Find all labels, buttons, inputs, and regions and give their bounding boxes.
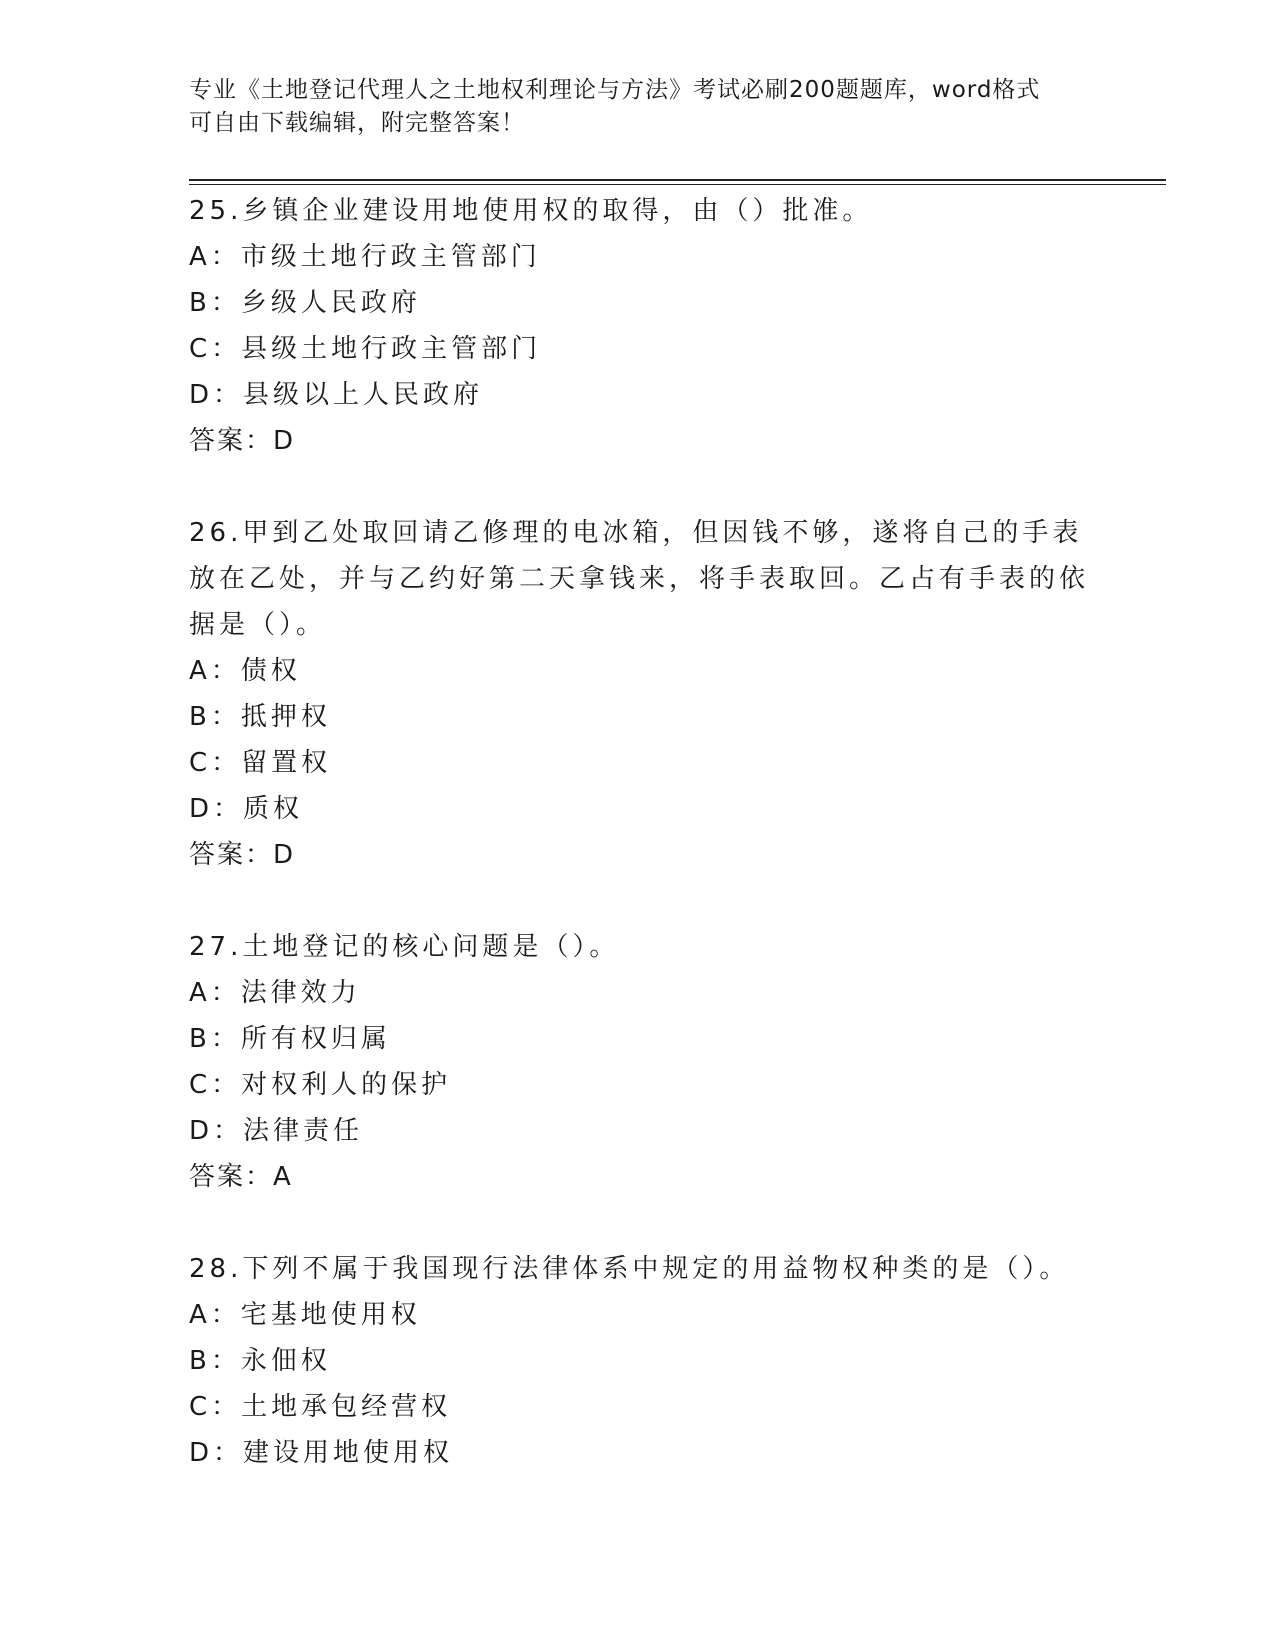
option-d: D：法律责任 [189, 1116, 364, 1146]
option-b: B：所有权归属 [189, 1024, 391, 1054]
option-b: B：乡级人民政府 [189, 288, 421, 318]
answer-line: 答案：D [189, 840, 296, 870]
option-c: C：县级土地行政主管部门 [189, 334, 542, 364]
question-list [189, 188, 1089, 1522]
question-stem: 27.土地登记的核心问题是（）。 [189, 932, 620, 962]
question-27 [189, 924, 1089, 1200]
question-stem: 26.甲到乙处取回请乙修理的电冰箱，但因钱不够，遂将自己的手表放在乙处，并与乙约好第二天拿钱来，将手表取回。乙占有手表的依据是（）。 [189, 518, 1090, 640]
option-b: B：抵押权 [189, 702, 331, 732]
question-stem: 28.下列不属于我国现行法律体系中规定的用益物权种类的是（）。 [189, 1254, 1070, 1284]
option-a: A：法律效力 [189, 978, 361, 1008]
question-25 [189, 188, 1089, 464]
question-28 [189, 1246, 1089, 1476]
header-line-1: 专业《土地登记代理人之土地权利理论与方法》考试必刷200题题库，word格式 [189, 77, 1041, 103]
answer-line: 答案：D [189, 426, 296, 456]
question-26 [189, 510, 1089, 878]
option-b: B：永佃权 [189, 1346, 331, 1376]
option-a: A：宅基地使用权 [189, 1300, 421, 1330]
question-stem: 25.乡镇企业建设用地使用权的取得，由（）批准。 [189, 196, 873, 226]
option-c: C：土地承包经营权 [189, 1392, 452, 1422]
option-a: A：市级土地行政主管部门 [189, 242, 541, 272]
option-d: D：质权 [189, 794, 304, 824]
option-d: D：建设用地使用权 [189, 1438, 454, 1468]
option-a: A：债权 [189, 656, 301, 686]
option-c: C：留置权 [189, 748, 332, 778]
option-c: C：对权利人的保护 [189, 1070, 452, 1100]
document-header [189, 74, 1089, 140]
header-divider-thin [189, 184, 1166, 185]
header-line-2: 可自由下载编辑，附完整答案！ [189, 110, 525, 136]
option-d: D：县级以上人民政府 [189, 380, 484, 410]
header-divider-thick [189, 179, 1166, 181]
answer-line: 答案：A [189, 1162, 293, 1192]
